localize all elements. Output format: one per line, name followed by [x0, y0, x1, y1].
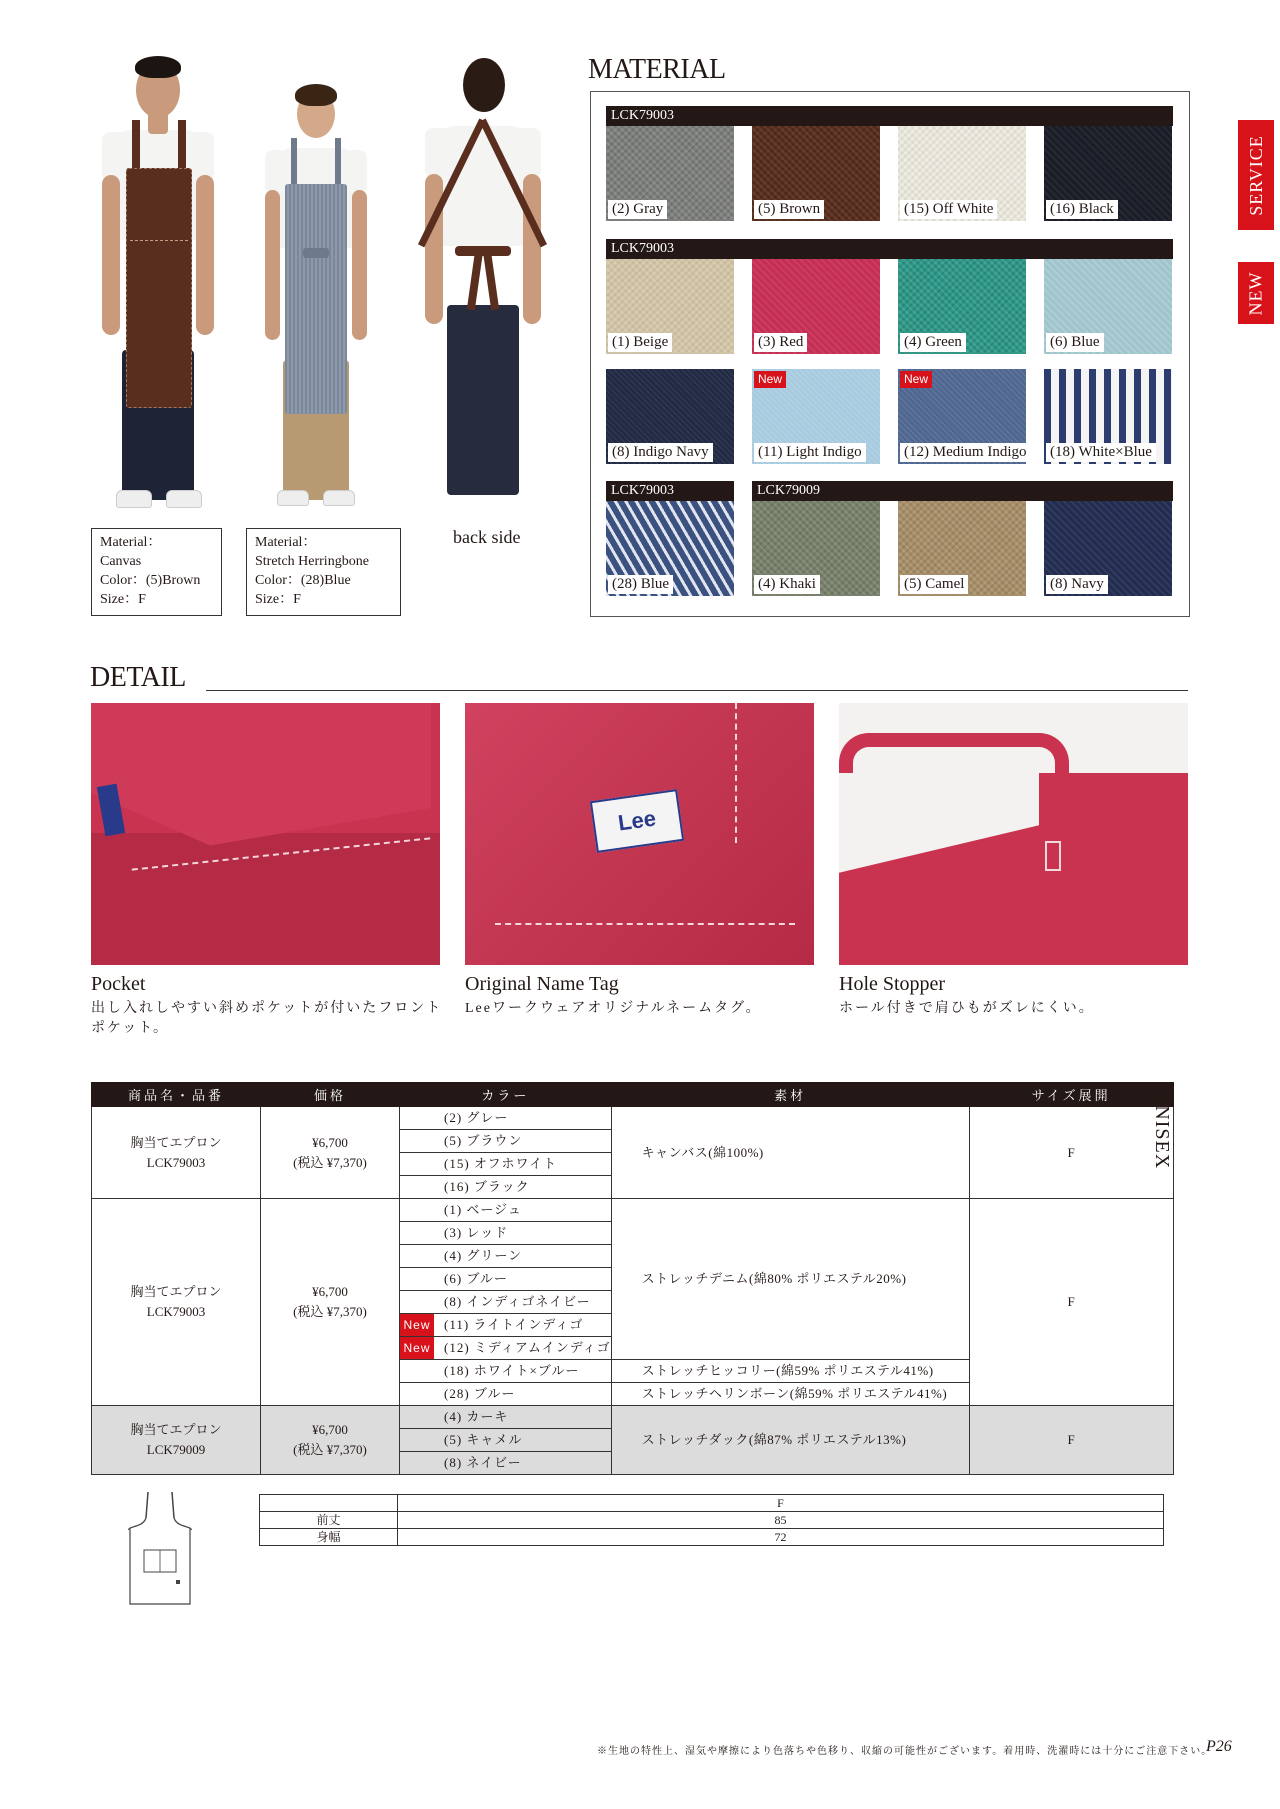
color-label: (12) ミディアムインディゴ	[444, 1340, 611, 1355]
model2-caption	[246, 528, 401, 616]
service-tab-label: SERVICE	[1245, 134, 1266, 216]
product-code: LCK79009	[146, 1442, 206, 1457]
new-badge: New	[900, 371, 932, 388]
product-name: 胸当てエプロン	[130, 1134, 222, 1150]
size-value: 85	[398, 1512, 1164, 1529]
swatch-label: (12) Medium Indigo	[900, 443, 1026, 462]
swatch-khaki	[752, 501, 880, 596]
model-front-blue	[255, 80, 375, 510]
detail-desc-name-tag: Leeワークウェアオリジナルネームタグ。	[465, 1001, 762, 1016]
detail-title: DETAIL	[90, 662, 186, 693]
material-cell: ストレッチヒッコリー(綿59% ポリエステル41%)	[611, 1360, 969, 1383]
swatch-label: (18) White×Blue	[1046, 443, 1156, 462]
detail-title-pocket: Pocket	[91, 973, 146, 995]
color-cell: (8) インディゴネイビー	[400, 1291, 612, 1314]
caption-line: Material：	[100, 535, 162, 550]
header-color: カラー	[400, 1083, 612, 1107]
product-code: LCK79003	[146, 1154, 206, 1170]
apron-size-diagram	[128, 1488, 192, 1608]
swatch-herringbone-blue	[606, 501, 734, 596]
new-badge: New	[400, 1314, 434, 1336]
swatch-blue	[1044, 259, 1172, 354]
model1-caption	[91, 528, 222, 616]
size-table	[259, 1494, 1164, 1546]
swatch-black	[1044, 126, 1172, 221]
header-material: 素材	[611, 1083, 969, 1107]
detail-divider	[206, 690, 1188, 691]
detail-title-hole-stopper: Hole Stopper	[839, 973, 946, 995]
product-name: 胸当てエプロン	[130, 1422, 222, 1437]
table-row	[92, 1107, 1174, 1130]
color-cell: (5) ブラウン	[400, 1130, 612, 1153]
swatch-green	[898, 259, 1026, 354]
color-cell: (3) レッド	[400, 1222, 612, 1245]
color-cell-new	[400, 1314, 612, 1337]
material-title: MATERIAL	[588, 54, 726, 85]
price-tax: (税込 ¥7,370)	[293, 1154, 367, 1170]
swatch-red	[752, 259, 880, 354]
swatch-camel	[898, 501, 1026, 596]
new-tab	[1238, 262, 1274, 324]
service-tab	[1238, 120, 1274, 230]
size-cell: F	[969, 1107, 1173, 1199]
swatch-label: (4) Green	[900, 333, 966, 352]
material-cell: ストレッチデニム(綿80% ポリエステル20%)	[611, 1199, 969, 1360]
caption-line: Material：	[255, 535, 317, 550]
swatch-indigo-navy	[606, 369, 734, 464]
unisex-text: UNISEX	[1151, 1089, 1174, 1170]
color-cell: (5) キャメル	[400, 1429, 612, 1452]
spec-table	[91, 1082, 1174, 1475]
table-row	[92, 1406, 1174, 1429]
material-code-bar: LCK79003	[606, 106, 1173, 126]
material-code-bar: LCK79003	[606, 239, 1173, 259]
table-row	[92, 1199, 1174, 1222]
detail-photo-hole-stopper	[839, 703, 1188, 965]
size-cell: F	[969, 1199, 1173, 1406]
material-cell: ストレッチダック(綿87% ポリエステル13%)	[611, 1406, 969, 1475]
size-cell: F	[969, 1406, 1173, 1475]
color-cell: (6) ブルー	[400, 1268, 612, 1291]
swatch-label: (8) Navy	[1046, 575, 1108, 594]
swatch-label: (5) Brown	[754, 200, 824, 219]
swatch-label: (8) Indigo Navy	[608, 443, 713, 462]
swatch-label: (16) Black	[1046, 200, 1118, 219]
detail-desc-hole-stopper: ホール付きで肩ひもがズレにくい。	[839, 1001, 1095, 1016]
size-label: 前丈	[260, 1512, 398, 1529]
color-cell-new	[400, 1337, 612, 1360]
table-row	[260, 1512, 1164, 1529]
material-cell: ストレッチヘリンボーン(綿59% ポリエステル41%)	[611, 1383, 969, 1406]
product-code: LCK79003	[146, 1304, 206, 1319]
table-row	[260, 1529, 1164, 1546]
swatch-label: (28) Blue	[608, 575, 673, 594]
size-label: 身幅	[260, 1529, 398, 1546]
swatch-white-blue	[1044, 369, 1172, 464]
size-header: F	[398, 1495, 1164, 1512]
price-cell	[261, 1107, 400, 1199]
color-cell: (2) グレー	[400, 1107, 612, 1130]
size-value: 72	[398, 1529, 1164, 1546]
price-tax: (税込 ¥7,370)	[293, 1304, 367, 1319]
detail-photo-pocket	[91, 703, 440, 965]
detail-photo-name-tag	[465, 703, 814, 965]
swatch-off-white	[898, 126, 1026, 221]
swatch-medium-indigo	[898, 369, 1026, 464]
material-cell: キャンバス(綿100%)	[611, 1107, 969, 1199]
footnote: ※生地の特性上、湿気や摩擦により色落ちや色移り、収縮の可能性がございます。着用時、洗濯時には十分にご注意下さい。	[597, 1746, 1213, 1757]
material-code-bar: LCK79003	[606, 481, 734, 501]
color-cell: (15) オフホワイト	[400, 1153, 612, 1176]
price-tax: (税込 ¥7,370)	[293, 1442, 367, 1457]
caption-line: Stretch Herringbone	[255, 554, 369, 569]
detail-title-name-tag: Original Name Tag	[465, 973, 619, 995]
price-cell	[261, 1406, 400, 1475]
detail-desc-pocket: 出し入れしやすい斜めポケットが付いたフロントポケット。	[91, 1001, 443, 1036]
swatch-brown	[752, 126, 880, 221]
color-cell: (28) ブルー	[400, 1383, 612, 1406]
color-cell: (4) グリーン	[400, 1245, 612, 1268]
swatch-gray	[606, 126, 734, 221]
new-badge: New	[400, 1337, 434, 1359]
swatch-label: (11) Light Indigo	[754, 443, 866, 462]
caption-line: Color：(5)Brown	[100, 573, 201, 588]
back-side-label: back side	[453, 527, 521, 547]
color-cell: (1) ベージュ	[400, 1199, 612, 1222]
product-name: 胸当てエプロン	[130, 1284, 222, 1299]
tag-text: Lee	[616, 805, 658, 836]
swatch-light-indigo	[752, 369, 880, 464]
spec-header-row	[92, 1083, 1174, 1107]
header-name: 商品名・品番	[92, 1083, 261, 1107]
model-front-brown	[90, 50, 225, 510]
caption-line: Color：(28)Blue	[255, 573, 351, 588]
price: ¥6,700	[312, 1422, 348, 1437]
header-price: 価格	[261, 1083, 400, 1107]
price: ¥6,700	[312, 1134, 348, 1150]
new-badge: New	[754, 371, 786, 388]
swatch-label: (15) Off White	[900, 200, 997, 219]
new-tab-label: NEW	[1245, 271, 1266, 315]
swatch-beige	[606, 259, 734, 354]
swatch-label: (3) Red	[754, 333, 807, 352]
material-code-bar: LCK79009	[752, 481, 1173, 501]
product-name-cell	[92, 1406, 261, 1475]
caption-line: Canvas	[100, 554, 142, 569]
swatch-label: (6) Blue	[1046, 333, 1104, 352]
color-cell: (4) カーキ	[400, 1406, 612, 1429]
product-name-cell	[92, 1199, 261, 1406]
page-number: P26	[1206, 1738, 1232, 1755]
swatch-navy	[1044, 501, 1172, 596]
size-header-row	[260, 1495, 1164, 1512]
header-size: サイズ展開	[969, 1083, 1173, 1107]
color-label: (11) ライトインディゴ	[444, 1317, 584, 1332]
swatch-label: (1) Beige	[608, 333, 672, 352]
swatch-label: (4) Khaki	[754, 575, 820, 594]
color-cell: (16) ブラック	[400, 1176, 612, 1199]
model-back-view	[415, 50, 550, 510]
caption-line: Size：F	[100, 592, 146, 607]
unisex-label	[1151, 1078, 1192, 1188]
caption-line: Size：F	[255, 592, 301, 607]
color-cell: (8) ネイビー	[400, 1452, 612, 1475]
price: ¥6,700	[312, 1284, 348, 1299]
swatch-label: (2) Gray	[608, 200, 667, 219]
size-header-empty	[260, 1495, 398, 1512]
price-cell	[261, 1199, 400, 1406]
color-cell: (18) ホワイト×ブルー	[400, 1360, 612, 1383]
swatch-label: (5) Camel	[900, 575, 968, 594]
product-name-cell	[92, 1107, 261, 1199]
